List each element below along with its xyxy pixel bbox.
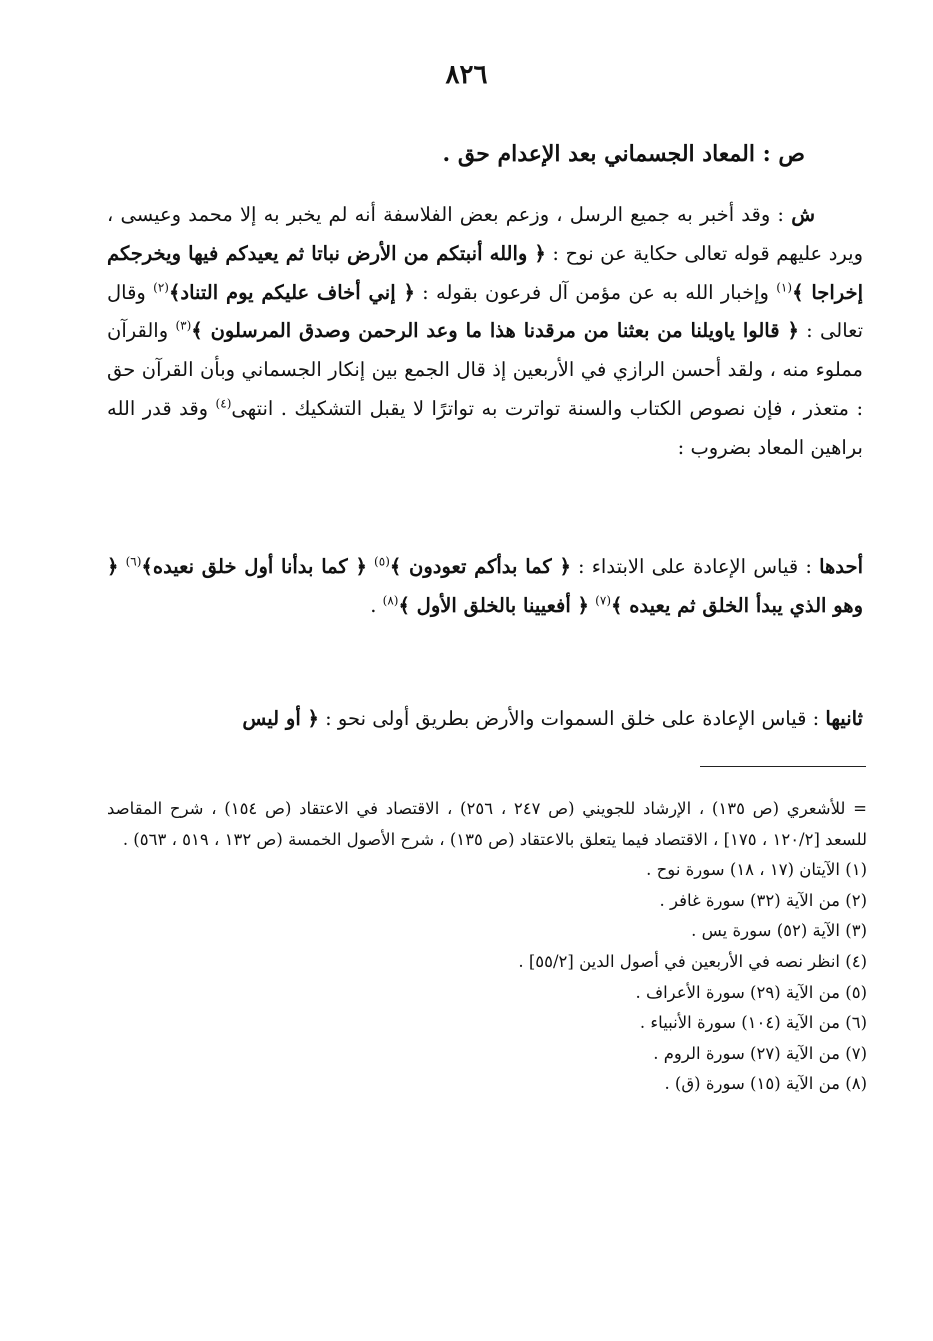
lead-word: أحدها <box>819 555 863 578</box>
footnote-1: (١) الآيتان (١٧ ، ١٨) سورة نوح . <box>646 860 867 880</box>
lead-word: ثانيها <box>825 707 863 730</box>
body-text: : قياس الإعادة على الابتداء : <box>570 555 820 578</box>
footnote-6: (٦) من الآية (١٠٤) سورة الأنبياء . <box>639 1013 867 1033</box>
quran-quote: ﴿ كما بدأنا أول خلق نعيده﴾ <box>141 555 367 578</box>
body-text: . <box>370 593 383 617</box>
footnote-2: (٢) من الآية (٣٢) سورة غافر . <box>659 890 867 910</box>
quran-quote: ﴿ والله أنبتكم من الأرض نباتا ثم يعيدكم فيها ويخرجكم إخراجا ﴾ <box>107 241 863 304</box>
quran-quote: ﴿ إني أخاف عليكم يوم التناد﴾ <box>168 280 415 304</box>
footnote-ref: (٣) <box>175 318 192 333</box>
quran-quote: ﴿ قالوا ياويلنا من بعثنا من مرقدنا هذا ما وعد الرحمن وصدق المرسلون ﴾ <box>191 319 799 343</box>
body-text <box>118 555 125 578</box>
lead-word: ش <box>791 203 815 226</box>
body-text: : قياس الإعادة على خلق السموات والأرض بطريق أولى نحو : <box>318 707 826 730</box>
footnote-7: (٧) من الآية (٢٧) سورة الروم . <box>653 1043 867 1063</box>
body-text: وقد قدر الله براهين المعاد بضروب : <box>107 396 863 459</box>
first-proof-paragraph <box>107 548 863 625</box>
footnote-5: (٥) من الآية (٢٩) سورة الأعراف . <box>635 982 867 1002</box>
footnote-ref: (١) <box>776 280 793 295</box>
footnote-ref: (٦) <box>125 554 142 569</box>
second-proof-paragraph <box>107 700 863 738</box>
page-number: ٨٢٦ <box>445 60 488 90</box>
footnote-8: (٨) من الآية (١٥) سورة (ق) . <box>664 1074 867 1094</box>
quran-quote: ﴿ أفعيينا بالخلق الأول ﴾ <box>398 593 589 617</box>
footnote-4: (٤) انظر نصه في الأربعين في أصول الدين [٥٥/٢] . <box>518 951 867 971</box>
footnote-divider <box>700 766 866 767</box>
footnote-ref: (٨) <box>382 593 399 607</box>
footnote-3: (٣) الآية (٥٢) سورة يس . <box>691 921 867 941</box>
footnote-ref: (٥) <box>374 554 390 569</box>
explanation-paragraph <box>107 196 863 468</box>
body-text: وقال تعالى : <box>107 280 864 343</box>
footnote-ref: (٢) <box>153 280 169 295</box>
quran-quote: ﴿ وهو الذي يبدأ الخلق ثم يعيده ﴾ <box>107 555 863 617</box>
body-text: وإخبار الله به عن مؤمن آل فرعون بقوله : <box>414 280 777 304</box>
footnotes-section <box>107 794 867 1100</box>
statement-heading: ص : المعاد الجسماني بعد الإعدام حق . <box>442 141 805 167</box>
footnote-continuation: = للأشعري (ص ١٣٥) ، الإرشاد للجويني (ص ٢٤٧ ، ٢٥٦) ، الاقتصاد في الاعتقاد (ص ١٥٤) ، شرح المقاصد للسعد [١٢٠/٢ ، ١٧٥] ، الاقتصاد فيما يتعلق بالاعتقاد (ص ١٣٥) ، شرح الأصول الخمسة (ص ١٣٢ ، ٥١٩ ، ٥٦٣) . <box>107 799 867 849</box>
quran-quote: ﴿ أو ليس <box>242 707 319 730</box>
footnote-ref: (٧) <box>595 593 611 607</box>
body-text <box>367 555 374 578</box>
quran-quote: ﴿ كما بدأكم تعودون ﴾ <box>389 555 571 578</box>
body-text: والقرآن مملوء منه ، ولقد أحسن الرازي في الأربعين إذ قال الجمع بين إنكار الجسماني وبأن القرآن حق : متعذر ، فإن نصوص الكتاب والسنة تواترت به تواترًا لا يقبل التشكيك . انتهى <box>107 319 864 420</box>
footnote-ref: (٤) <box>215 396 232 411</box>
body-text: : وقد أخبر به جميع الرسل ، وزعم بعض الفلاسفة أنه لم يخبر به إلا محمد وعيسى ، ويرد عليهم قوله تعالى حكاية عن نوح : <box>107 203 863 265</box>
